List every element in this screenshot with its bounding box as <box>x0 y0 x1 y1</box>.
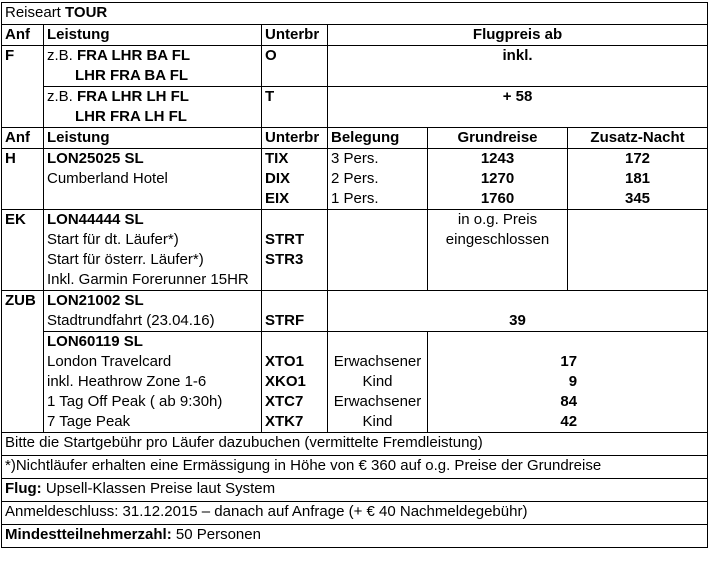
entry-line: Start für österr. Läufer*) <box>47 251 204 268</box>
tour-price-cell <box>328 291 708 332</box>
travelcard-code: LON60119 SL <box>47 333 143 350</box>
min-participants-note <box>2 525 708 548</box>
flight-header-anf: Anf <box>2 25 44 46</box>
min-text: 50 Personen <box>171 526 261 543</box>
room-extra-night: 181 <box>625 170 651 187</box>
hotel-cell <box>44 149 262 210</box>
entry-unterbr: STR3 <box>265 251 304 268</box>
hotel-category: H <box>2 149 44 210</box>
travelcard-codes <box>262 332 328 433</box>
hotel-zusatz <box>568 149 708 210</box>
flight-unterbr: T <box>262 87 328 128</box>
tour-cell <box>44 291 262 332</box>
services-header-anf: Anf <box>2 128 44 149</box>
services-header-zusatz: Zusatz-Nacht <box>568 128 708 149</box>
flug-text: Upsell-Klassen Preise laut System <box>41 480 276 497</box>
travelcard-occupancy: Erwachsener <box>333 353 422 370</box>
entry-category: EK <box>2 210 44 291</box>
flight-header-price: Flugpreis ab <box>328 25 708 46</box>
flight-header-unterbr: Unterbr <box>262 25 328 46</box>
route-outbound: FRA LHR BA FL <box>77 47 191 64</box>
room-extra-night: 172 <box>625 150 651 167</box>
flug-note <box>2 479 708 502</box>
travelcard-unterbr: XTO1 <box>265 353 304 370</box>
travelcard-line: 7 Tage Peak <box>47 413 131 430</box>
route-return: LHR FRA LH FL <box>75 108 187 125</box>
room-extra-night: 345 <box>625 190 651 207</box>
extras-category: ZUB <box>2 291 44 433</box>
entry-note-line: in o.g. Preis <box>457 211 538 228</box>
travelcard-price: 84 <box>560 393 578 410</box>
startfee-note: Bitte die Startgebühr pro Läufer dazubuchen (vermittelte Fremdleistung) <box>2 433 708 456</box>
travelcard-unterbr: XTK7 <box>265 413 304 430</box>
travelcard-price: 42 <box>560 413 578 430</box>
route-outbound: FRA LHR LH FL <box>77 88 189 105</box>
flight-price: inkl. <box>328 46 708 87</box>
tour-price: 39 <box>509 312 526 329</box>
entry-note-line: eingeschlossen <box>445 231 550 248</box>
discount-note: *)Nichtläufer erhalten eine Ermässigung in Höhe von € 360 auf o.g. Preise der Grundreise <box>2 456 708 479</box>
travelcard-prices <box>428 332 708 433</box>
entry-cell <box>44 210 262 291</box>
room-code: DIX <box>265 170 291 187</box>
entry-code: LON44444 SL <box>47 211 144 228</box>
travelcard-belegung <box>328 332 428 433</box>
services-header-grundreise: Grundreise <box>428 128 568 149</box>
flight-price: + 58 <box>328 87 708 128</box>
travelcard-line: 1 Tag Off Peak ( ab 9:30h) <box>47 393 223 410</box>
entry-line: Start für dt. Läufer*) <box>47 231 179 248</box>
hotel-room-codes <box>262 149 328 210</box>
tour-price-table <box>1 2 708 548</box>
hotel-code: LON25025 SL <box>47 150 144 167</box>
travelcard-price: 9 <box>568 373 578 390</box>
route-prefix: z.B. <box>47 47 73 64</box>
travelcard-line: London Travelcard <box>47 353 172 370</box>
travelcard-price: 17 <box>560 353 578 370</box>
tour-unterbr: STRF <box>265 312 305 329</box>
travelcard-unterbr: XTC7 <box>265 393 304 410</box>
entry-note <box>428 210 568 291</box>
route-return: LHR FRA BA FL <box>75 67 189 84</box>
entry-belegung <box>328 210 428 291</box>
hotel-grundreise <box>428 149 568 210</box>
room-base-price: 1760 <box>480 190 515 207</box>
hotel-name: Cumberland Hotel <box>47 170 168 187</box>
flight-route-cell <box>44 46 262 87</box>
min-label: Mindestteilnehmerzahl: <box>5 526 172 543</box>
entry-unterbr: STRT <box>265 231 305 248</box>
travelcard-cell <box>44 332 262 433</box>
flug-label: Flug: <box>5 480 42 497</box>
travelcard-occupancy: Kind <box>362 373 393 390</box>
services-header-unterbr: Unterbr <box>262 128 328 149</box>
room-code: EIX <box>265 190 290 207</box>
travelcard-occupancy: Kind <box>362 413 393 430</box>
route-prefix: z.B. <box>47 88 73 105</box>
room-base-price: 1270 <box>480 170 515 187</box>
travelcard-line: inkl. Heathrow Zone 1-6 <box>47 373 207 390</box>
services-header-belegung: Belegung <box>328 128 428 149</box>
anmeldeschluss-note: Anmeldeschluss: 31.12.2015 – danach auf Anfrage (+ € 40 Nachmeldegebühr) <box>2 502 708 525</box>
entry-codes <box>262 210 328 291</box>
entry-line: Inkl. Garmin Forerunner 15HR <box>47 271 249 288</box>
entry-zusatz <box>568 210 708 291</box>
hotel-belegung <box>328 149 428 210</box>
room-occupancy: 3 Pers. <box>331 150 379 167</box>
reiseart-label: Reiseart <box>5 4 61 21</box>
travelcard-occupancy: Erwachsener <box>333 393 422 410</box>
reiseart-row <box>2 3 708 25</box>
room-code: TIX <box>265 150 289 167</box>
flight-category: F <box>2 46 44 128</box>
flight-header-leistung: Leistung <box>44 25 262 46</box>
tour-code: LON21002 SL <box>47 292 144 309</box>
tour-unterbr-cell <box>262 291 328 332</box>
services-header-leistung: Leistung <box>44 128 262 149</box>
flight-unterbr: O <box>262 46 328 87</box>
tour-name: Stadtrundfahrt (23.04.16) <box>47 312 215 329</box>
reiseart-value: TOUR <box>65 4 108 21</box>
room-base-price: 1243 <box>480 150 515 167</box>
room-occupancy: 1 Pers. <box>331 190 379 207</box>
flight-route-cell <box>44 87 262 128</box>
travelcard-unterbr: XKO1 <box>265 373 306 390</box>
room-occupancy: 2 Pers. <box>331 170 379 187</box>
